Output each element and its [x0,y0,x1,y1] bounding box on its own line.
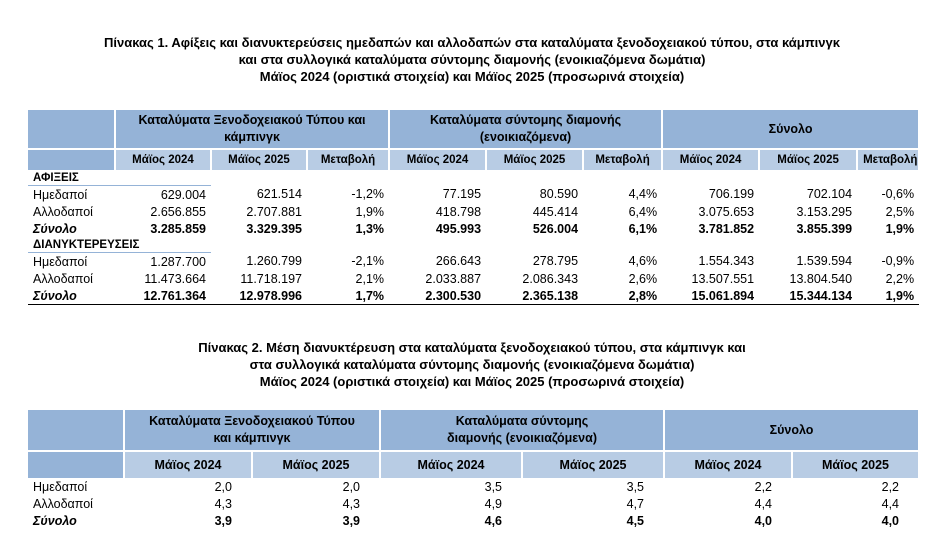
row-label: Αλλοδαποί [33,271,93,286]
table2-title-line: Μάϊος 2024 (οριστικά στοιχεία) και Μάϊος 2025 (προσωρινά στοιχεία) [259,374,685,389]
row-label: Ημεδαποί [33,187,88,202]
table-cell: 2.365.138 [486,287,583,305]
header-blank-cell [28,410,124,451]
row-label: Σύνολο [33,513,77,528]
table-cell: 3.781.852 [698,221,755,236]
table-row [28,287,919,305]
group-header-rentals: Καταλύματα σύντομης διαμονής (ενοικιαζόμενα) [380,410,664,451]
table-cell: 3.855.399 [796,221,853,236]
table-cell: 2,6% [628,271,658,286]
table1-title-line: Μάϊος 2024 (οριστικά στοιχεία) και Μάϊος 2025 (προσωρινά στοιχεία) [259,69,685,84]
table-cell: 2,2 [881,479,900,494]
table-cell: 2,0 [214,479,232,494]
section-label: ΔΙΑΝΥΚΤΕΡΕΥΣΕΙΣ [28,237,211,253]
table-cell: 4,5 [626,513,645,528]
subheader-may-2025: Μάϊος 2025 [759,149,857,170]
table-cell: -0,9% [881,254,915,269]
row-label: Ημεδαποί [33,479,88,494]
group-header-total: Σύνολο [664,410,919,451]
table-cell: 6,4% [628,204,658,219]
subheader-may-2024: Μάϊος 2024 [380,451,522,478]
table1-title-line: και στα συλλογικά καταλύματα σύντομης διαμονής (ενοικιαζόμενα δωμάτια) [238,52,706,67]
row-label: Αλλοδαποί [33,204,93,219]
row-label: Ημεδαποί [33,254,88,269]
table-cell: 3.285.859 [150,221,206,236]
table1-title-line: Πίνακας 1. Αφίξεις και διανυκτερεύσεις ημεδαπών και αλλοδαπών στα καταλύματα ξενοδοχειακού τύπου, στα κάμπινγκ [104,35,840,50]
table-cell: 2.033.887 [425,271,482,286]
table-cell: 2.300.530 [389,287,486,305]
table-cell: 2,1% [355,271,385,286]
table-row [28,512,919,529]
table-cell: 418.798 [435,204,482,219]
group-header-hotels: Καταλύματα Ξενοδοχειακού Τύπου και κάμπινγκ [115,110,389,149]
table-cell: -0,6% [881,187,915,202]
table1-title [0,34,944,85]
table-cell: 2,2% [885,271,915,286]
table-cell: 526.004 [532,221,579,236]
section-label: ΑΦΙΞΕΙΣ [28,170,211,186]
table-cell: 4,4 [754,496,773,511]
table-cell: 3,5 [626,479,645,494]
table-cell: 1.554.343 [698,254,755,269]
table-row [28,270,919,287]
group-header-total: Σύνολο [662,110,919,149]
table-cell: 629.004 [160,187,206,202]
subheader-may-2025: Μάϊος 2025 [252,451,380,478]
subheader-may-2024: Μάϊος 2024 [389,149,486,170]
table-cell: 11.473.664 [144,271,206,286]
row-label: Αλλοδαποί [33,496,93,511]
subheader-may-2025: Μάϊος 2025 [522,451,664,478]
table-cell: 11.718.197 [240,271,302,286]
table-cell: 4,6 [484,513,503,528]
table-cell: 495.993 [435,221,482,236]
subheader-may-2025: Μάϊος 2025 [792,451,919,478]
subheader-may-2024: Μάϊος 2024 [664,451,792,478]
table-cell: 1,3% [355,221,385,236]
table-cell: 6,1% [628,221,658,236]
table2-title-line: Πίνακας 2. Μέση διανυκτέρευση στα καταλύματα ξενοδοχειακού τύπου, στα κάμπινγκ και [198,340,746,355]
table-cell: 4,0 [881,513,900,528]
table-cell: 702.104 [806,187,853,202]
table-cell: 2.656.855 [150,204,206,219]
table-cell: 13.804.540 [789,271,853,286]
table-row [28,220,919,237]
table2-title [0,339,944,390]
table-cell: 3,9 [342,513,361,528]
header-blank-cell [28,451,124,478]
section-row [28,170,919,186]
table-cell: 1.539.594 [796,254,853,269]
subheader-may-2025: Μάϊος 2025 [486,149,583,170]
table-cell: 2,8% [583,287,662,305]
table-cell: 12.761.364 [115,287,211,305]
header-blank-cell [28,149,115,170]
table-cell: 3.329.395 [246,221,302,236]
table-cell: 4,4 [881,496,900,511]
table-cell: 4,3 [214,496,232,511]
section-row [28,237,919,253]
subheader-change: Μεταβολή [583,149,662,170]
table-cell: 12.978.996 [211,287,307,305]
table-cell: -1,2% [351,187,385,202]
subheader-change: Μεταβολή [857,149,919,170]
subheader-may-2024: Μάϊος 2024 [124,451,252,478]
subheader-may-2025: Μάϊος 2025 [211,149,307,170]
table-cell: 4,7 [626,496,645,511]
table-cell: 3.075.653 [698,204,755,219]
table-cell: 1,7% [307,287,389,305]
table-cell: 4,4% [628,187,658,202]
table-cell: 1,9% [885,221,915,236]
table-cell: 15.344.134 [759,287,857,305]
table-cell: 1,9% [857,287,919,305]
table-row [28,253,919,271]
table-cell: 3,5 [484,479,503,494]
table-cell: 445.414 [532,204,579,219]
table-row [28,495,919,512]
table-cell: 4,9 [484,496,503,511]
table-row [28,203,919,220]
table-cell: 3.153.295 [796,204,853,219]
section-filler [211,170,919,186]
table-cell: 4,6% [628,254,658,269]
table-cell: 80.590 [539,187,579,202]
table-cell: 3,9 [214,513,232,528]
table-cell: 2,0 [342,479,361,494]
table-cell: 1.260.799 [246,254,302,269]
subheader-may-2024: Μάϊος 2024 [662,149,759,170]
table-row [28,478,919,495]
table2-title-line: στα συλλογικά καταλύματα σύντομης διαμονής (ενοικιαζόμενα δωμάτια) [249,357,695,372]
table-cell: 266.643 [435,254,482,269]
table1 [28,110,920,305]
table2 [28,410,920,529]
table-cell: 278.795 [532,254,579,269]
table-cell: 2,5% [885,204,915,219]
table-cell: 77.195 [442,187,482,202]
group-header-rentals: Καταλύματα σύντομης διαμονής (ενοικιαζόμενα) [389,110,662,149]
table-cell: 706.199 [708,187,755,202]
table-cell: 2.707.881 [246,204,302,219]
group-header-hotels: Καταλύματα Ξενοδοχειακού Τύπου και κάμπινγκ [124,410,380,451]
header-blank-cell [28,110,115,149]
table-cell: 13.507.551 [691,271,755,286]
table-cell: 2,2 [754,479,773,494]
table-cell: 4,0 [754,513,773,528]
table-cell: 15.061.894 [662,287,759,305]
table-cell: 1,9% [355,204,385,219]
table-row [28,186,919,204]
table-cell: -2,1% [351,254,385,269]
subheader-may-2024: Μάϊος 2024 [115,149,211,170]
table-cell: 1.287.700 [150,254,206,269]
table-cell: 621.514 [256,187,302,202]
table-cell: 2.086.343 [522,271,579,286]
section-filler [211,237,919,253]
table2-body [28,478,919,529]
table1-body [28,170,919,305]
row-label: Σύνολο [28,287,115,305]
row-label: Σύνολο [33,221,77,236]
table-cell: 4,3 [342,496,361,511]
subheader-change: Μεταβολή [307,149,389,170]
